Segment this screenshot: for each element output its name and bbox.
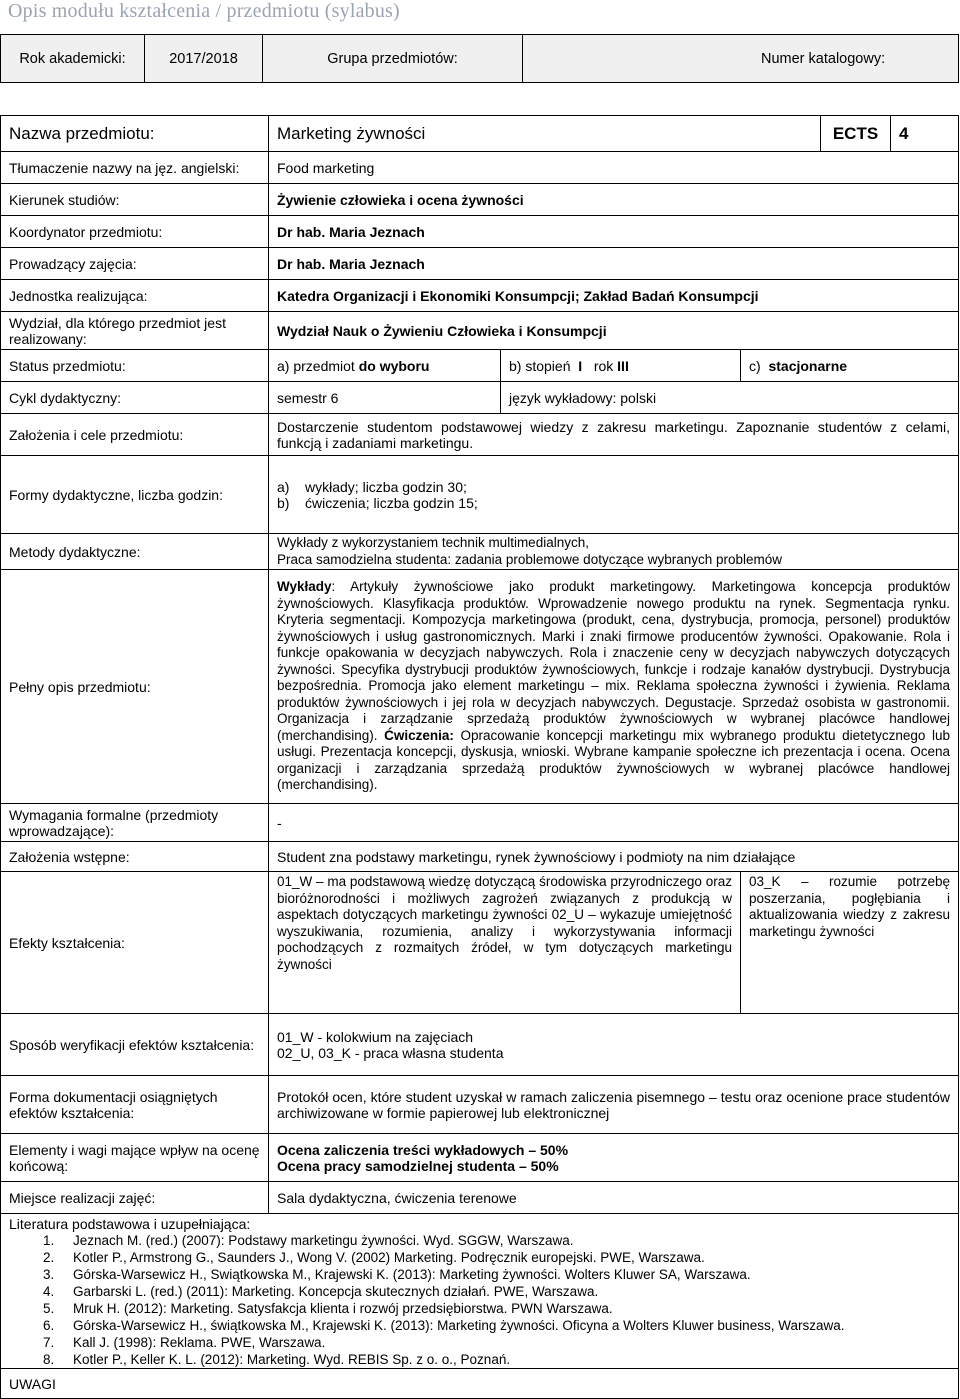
field-value: Żywienie człowieka i ocena żywności bbox=[269, 184, 959, 216]
group-label: Grupa przedmiotów: bbox=[263, 35, 523, 83]
goals-label: Założenia i cele przedmiotu: bbox=[1, 414, 269, 456]
forms-item: b) ćwiczenia; liczba godzin 15; bbox=[277, 494, 478, 511]
page-title: Opis modułu kształcenia / przedmiotu (sylabus) bbox=[8, 0, 400, 22]
faculty-label: Wydział, dla którego przedmiot jest realizowany: bbox=[1, 312, 269, 350]
translation-value: Food marketing bbox=[269, 152, 959, 184]
syllabus-table bbox=[0, 115, 959, 1399]
cycle-value: semestr 6 bbox=[269, 382, 501, 414]
unit-label: Jednostka realizująca: bbox=[1, 280, 269, 312]
methods-value: Wykłady z wykorzystaniem technik multimedialnych, Praca samodzielna studenta: zadania problemowe dotyczące wybranych problemów bbox=[269, 534, 959, 570]
translation-label: Tłumaczenie nazwy na jęz. angielski: bbox=[1, 152, 269, 184]
documentation-value: Protokół ocen, które student uzyskał w ramach zaliczenia pisemnego – testu oraz ocenione prace studentów archiwizowane w formie papierowej lub elektronicznej bbox=[269, 1076, 959, 1134]
literature-item: 1. Jeznach M. (red.) (2007): Podstawy marketingu żywności. Wyd. SGGW, Warszawa. bbox=[43, 1233, 574, 1248]
description-label: Pełny opis przedmiotu: bbox=[1, 570, 269, 804]
remarks-label: UWAGI bbox=[1, 1369, 959, 1399]
location-label: Miejsce realizacji zajęć: bbox=[1, 1182, 269, 1214]
literature-item: 8. Kotler P., Keller K. L. (2012): Marketing. Wyd. REBIS Sp. z o. o., Poznań. bbox=[43, 1352, 511, 1367]
language-value: język wykładowy: polski bbox=[501, 382, 959, 414]
course-name-label: Nazwa przedmiotu: bbox=[1, 116, 269, 152]
literature-item: 3. Górska-Warsewicz H., Swiątkowska M., Krajewski K. (2013): Marketing żywności. Wolters Kluwer SA, Warszawa. bbox=[43, 1267, 751, 1282]
academic-year-label: Rok akademicki: bbox=[1, 35, 145, 83]
literature-item: 5. Mruk H. (2012): Marketing. Satysfakcja klienta i rozwój przedsiębiorstwa. PWN Warszawa. bbox=[43, 1301, 613, 1316]
teacher-label: Prowadzący zajęcia: bbox=[1, 248, 269, 280]
forms-item: a) wykłady; liczba godzin 30; bbox=[277, 478, 467, 495]
header-table bbox=[0, 34, 959, 83]
status-level: b) stopień I rok III bbox=[501, 350, 741, 382]
literature-item: 7. Kall J. (1998): Reklama. PWE, Warszawa. bbox=[43, 1335, 326, 1350]
course-name-value: Marketing żywności bbox=[269, 116, 821, 152]
ects-label: ECTS bbox=[821, 116, 891, 152]
literature-item: 6. Górska-Warsewicz H., świątkowska M., Krajewski K. (2013): Marketing żywności. Oficyna a Wolters Kluwer business, Warszawa. bbox=[43, 1318, 845, 1333]
status-type: a) przedmiot do wyboru bbox=[269, 350, 501, 382]
catalog-label: Numer katalogowy: bbox=[523, 35, 959, 83]
status-label: Status przedmiotu: bbox=[1, 350, 269, 382]
literature-section bbox=[1, 1214, 959, 1369]
documentation-label: Forma dokumentacji osiągniętych efektów kształcenia: bbox=[1, 1076, 269, 1134]
location-value: Sala dydaktyczna, ćwiczenia terenowe bbox=[269, 1182, 959, 1214]
outcomes-left: 01_W – ma podstawową wiedzę dotyczącą środowiska przyrodniczego oraz bioróżnorodności i możliwych zagrożeń związanych z produkcją w aspektach dotyczących marketingu żywności 02_U – wykazuje umiejętność wyszukiwania, rozumienia, analizy i wykorzystywania informacji pochodzących z rozmaitych źródeł, w tym dotyczących marketingu żywności bbox=[269, 872, 741, 1014]
weights-value: Ocena zaliczenia treści wykładowych – 50% Ocena pracy samodzielnej studenta – 50% bbox=[269, 1134, 959, 1182]
assumptions-value: Student zna podstawy marketingu, rynek żywnościowy i podmioty na nim działające bbox=[269, 842, 959, 872]
literature-list bbox=[9, 1232, 950, 1368]
literature-item: 4. Garbarski L. (red.) (2011): Marketing. Koncepcja skutecznych działań. PWE, Warszawa. bbox=[43, 1284, 599, 1299]
goals-value: Dostarczenie studentom podstawowej wiedzy z zakresu marketingu. Zapoznanie studentów z celami, funkcją i zadaniami marketingu. bbox=[269, 414, 959, 456]
description-value: Wykłady: Artykuły żywnościowe jako produkt marketingowy. Marketingowa koncepcja produktów żywnościowych. Klasyfikacja produktów. Wprowadzenie nowego produktu na rynek. Segmentacja rynku. Kryteria segmentacji. Kompozycja marketingowa (produkt, cena, dystrybucja, promocja, personel) produktów żywnościowych i usług gastronomicznych. Marki i znaki firmowe producentów żywności. Opakowanie. Rola i funkcje opakowania w decyzjach nabywczych. Rola i znaczenie ceny w decyzjach nabywczych dotyczących żywności. Specyfika dystrybucji produktów żywnościowych, funkcje i rodzaje kanałów dystrybucji. Dystrybucja bezpośrednia. Promocja jako element marketingu – mix. Reklama społeczna żywności i żywienia. Reklama produktów żywnościowych i jej rola w decyzjach nabywczych. Degustacje. Sprzedaż osobista w gastronomii. Organizacja i zarządzanie sprzedażą produktów żywnościowych w wybranej placówce handlowej (merchandising). Ćwiczenia: Opracowanie koncepcji marketingu mix wybranego produktu dietetycznego lub usługi. Prezentacja koncepcji, dyskusja, wnioski. Wybrane kampanie społeczne ich prezentacja i ocena. Ocena organizacji i zarządzania sprzedażą produktów żywnościowych w wybranej placówce handlowej (merchandising). bbox=[269, 570, 959, 804]
academic-year-value: 2017/2018 bbox=[145, 35, 263, 83]
ects-value: 4 bbox=[891, 116, 959, 152]
literature-label: Literatura podstawowa i uzupełniająca: bbox=[9, 1216, 251, 1232]
faculty-value: Wydział Nauk o Żywieniu Człowieka i Konsumpcji bbox=[269, 312, 959, 350]
cycle-label: Cykl dydaktyczny: bbox=[1, 382, 269, 414]
forms-list bbox=[269, 456, 959, 534]
coordinator-label: Koordynator przedmiotu: bbox=[1, 216, 269, 248]
field-label: Kierunek studiów: bbox=[1, 184, 269, 216]
requirements-label: Wymagania formalne (przedmioty wprowadzające): bbox=[1, 804, 269, 842]
teacher-value: Dr hab. Maria Jeznach bbox=[269, 248, 959, 280]
methods-label: Metody dydaktyczne: bbox=[1, 534, 269, 570]
forms-label: Formy dydaktyczne, liczba godzin: bbox=[1, 456, 269, 534]
literature-item: 2. Kotler P., Armstrong G., Saunders J., Wong V. (2002) Marketing. Podręcznik europejski. PWE, Warszawa. bbox=[43, 1250, 705, 1265]
assumptions-label: Założenia wstępne: bbox=[1, 842, 269, 872]
outcomes-label: Efekty kształcenia: bbox=[1, 872, 269, 1014]
weights-label: Elementy i wagi mające wpływ na ocenę końcową: bbox=[1, 1134, 269, 1182]
status-mode: c) stacjonarne bbox=[741, 350, 959, 382]
verification-label: Sposób weryfikacji efektów kształcenia: bbox=[1, 1014, 269, 1076]
verification-value: 01_W - kolokwium na zajęciach 02_U, 03_K - praca własna studenta bbox=[269, 1014, 959, 1076]
coordinator-value: Dr hab. Maria Jeznach bbox=[269, 216, 959, 248]
unit-value: Katedra Organizacji i Ekonomiki Konsumpcji; Zakład Badań Konsumpcji bbox=[269, 280, 959, 312]
outcomes-right: 03_K – rozumie potrzebę poszerzania, pogłębiania i aktualizowania wiedzy z zakresu marketingu żywności bbox=[741, 872, 959, 1014]
requirements-value: - bbox=[269, 804, 959, 842]
